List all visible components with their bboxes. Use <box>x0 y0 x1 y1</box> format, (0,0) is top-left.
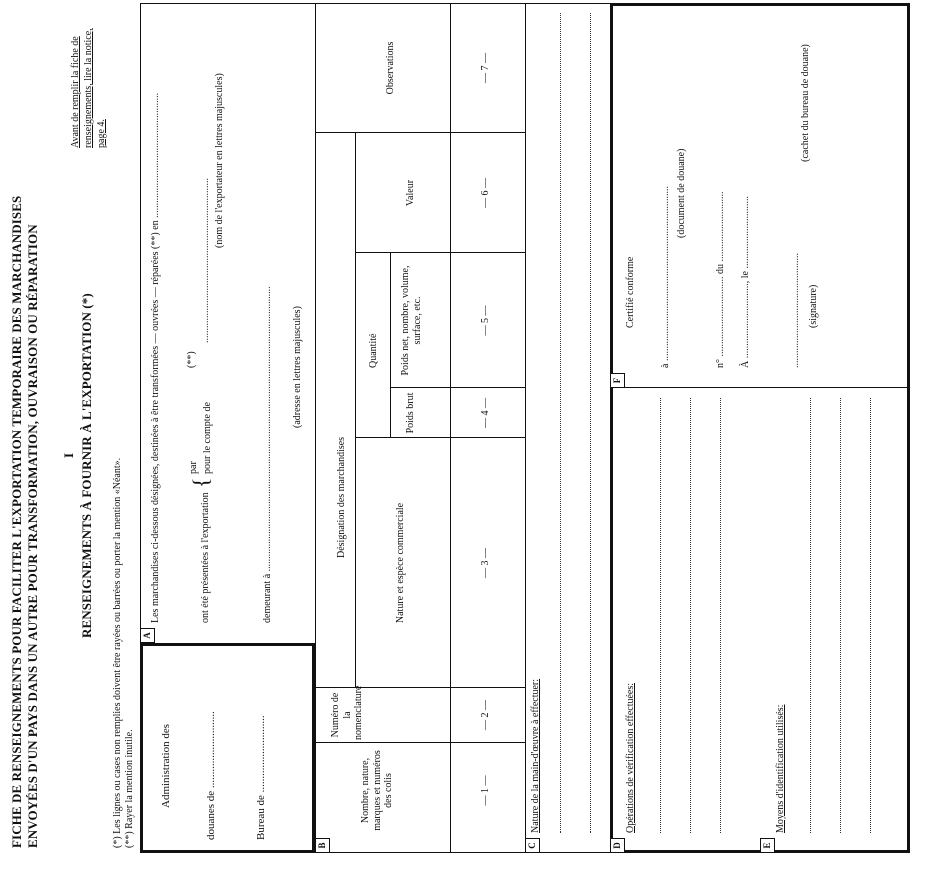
footnote-2: (**) Rayer la mention inutile. <box>124 729 135 848</box>
box-f-certified: Certifié conforme <box>625 256 636 328</box>
box-d-line-1[interactable] <box>660 398 661 833</box>
box-a-exporter-note: (nom de l'exportateur en lettres majuscules) <box>214 73 225 248</box>
col-header-6: Valeur <box>405 179 416 207</box>
box-a-address-field[interactable]: demeurant à .................................................................................................................. <box>262 286 273 623</box>
col-num-6: — 6 — <box>480 178 491 208</box>
bottom-frame <box>610 3 910 853</box>
row-sep-designation <box>355 133 356 688</box>
admin-bureau-field[interactable]: Bureau de ............................ <box>255 715 267 840</box>
box-c-title: Nature de la main-d'œuvre à effectuer: <box>530 678 541 833</box>
box-d-label: D <box>610 838 625 853</box>
col-num-5: — 5 — <box>480 305 491 336</box>
col-header-2: Numéro de la nomenclature <box>330 685 364 740</box>
row-sep-header-bottom <box>450 3 451 853</box>
row-sep-quantity <box>390 253 391 438</box>
box-a-exporter-field[interactable]: .................................................................. <box>200 178 211 343</box>
box-c-label: C <box>525 838 540 853</box>
divider-de-f <box>610 387 910 388</box>
box-f-doc-note: (document de douane) <box>676 148 687 238</box>
box-d-title: Opérations de vérification effectuées: <box>625 682 636 833</box>
box-c-line-1[interactable] <box>560 13 561 833</box>
section-number: I <box>61 452 76 458</box>
col-sep-4 <box>390 387 525 388</box>
box-a-par: par <box>188 461 199 474</box>
col-header-5: Poids net, nombre, volume, surface, etc. <box>400 265 423 376</box>
box-a-pour-le-compte: pour le compte de <box>202 402 213 474</box>
box-f-signature-note: (signature) <box>808 284 819 328</box>
col-header-1: Nombre, nature, marques et numéros des colis <box>360 750 394 831</box>
col-sep-6 <box>315 132 525 133</box>
box-f-doc-field[interactable]: à ...................................................................... <box>660 186 671 368</box>
col-sep-1 <box>315 742 525 743</box>
box-a-stars: (**) <box>186 351 197 368</box>
box-c-line-2[interactable] <box>590 13 591 833</box>
divider-b-c <box>525 3 526 853</box>
col-num-7: — 7 — <box>480 53 491 83</box>
box-a-label: A <box>140 628 155 643</box>
col-num-3: — 3 — <box>480 548 491 578</box>
quantity-header: Quantité <box>368 333 379 368</box>
box-d-line-3[interactable] <box>720 398 721 833</box>
box-f-signature-line[interactable]: .............................................. <box>790 253 801 368</box>
col-sep-3 <box>355 437 525 438</box>
box-f-place-field[interactable]: À .............................., le ............................. <box>740 196 751 368</box>
box-e-title: Moyens d'identification utilisés: <box>775 704 786 833</box>
col-sep-2 <box>315 687 525 688</box>
brace-left: { <box>188 477 213 488</box>
form-title-line2: ENVOYÉES D'UN PAYS DANS UN AUTRE POUR TRANSFORMATION, OUVRAISON OU RÉPARATION <box>25 224 40 848</box>
col-num-4: — 4 — <box>480 398 491 428</box>
col-num-2: — 2 — <box>480 700 491 730</box>
box-a-line1[interactable]: Les marchandises ci-dessous désignées, destinées à être transformées — ouvrées — réparées (**) en .................................................. <box>150 92 161 623</box>
col-num-1: — 1 — <box>480 775 491 806</box>
admin-douanes-field[interactable]: douanes de ............................ <box>205 711 217 840</box>
box-f-stamp-note: (cachet du bureau de douane) <box>800 44 811 162</box>
box-f-number-field[interactable]: n° ................................ du ............................ <box>715 191 726 368</box>
box-e-line-3[interactable] <box>870 398 871 833</box>
box-e-line-1[interactable] <box>810 398 811 833</box>
note-right-line2: renseignements, lire la notice, <box>83 28 94 148</box>
box-a-line2a: ont été présentées à l'exportation <box>200 492 211 623</box>
box-b-label: B <box>315 838 330 853</box>
form-title-line1: FICHE DE RENSEIGNEMENTS POUR FACILITER L'EXPORTATION TEMPORAIRE DES MARCHANDISES <box>9 195 24 848</box>
box-d-line-2[interactable] <box>690 398 691 833</box>
section-title: RENSEIGNEMENTS À FOURNIR À L'EXPORTATION (*) <box>79 293 94 638</box>
box-a-address-note: (adresse en lettres majuscules) <box>292 306 303 428</box>
box-f-label: F <box>610 373 625 388</box>
box-e-line-2[interactable] <box>840 398 841 833</box>
footnote-1: (*) Les lignes ou cases non remplies doivent être rayées ou barrées ou porter la mention «Néant». <box>112 457 123 848</box>
divider-a-b <box>315 3 316 853</box>
col-header-4: Poids brut <box>405 392 416 434</box>
designation-header: Désignation des marchandises <box>336 436 347 558</box>
col-header-7: Observations <box>385 41 396 95</box>
admin-title: Administration des <box>160 723 172 808</box>
note-right-line3: page 4. <box>96 119 107 148</box>
note-right-line1: Avant de remplir la fiche de <box>70 36 81 148</box>
box-e-label: E <box>760 838 775 853</box>
col-sep-5 <box>355 252 525 253</box>
col-header-3: Nature et espèce commerciale <box>395 502 406 624</box>
